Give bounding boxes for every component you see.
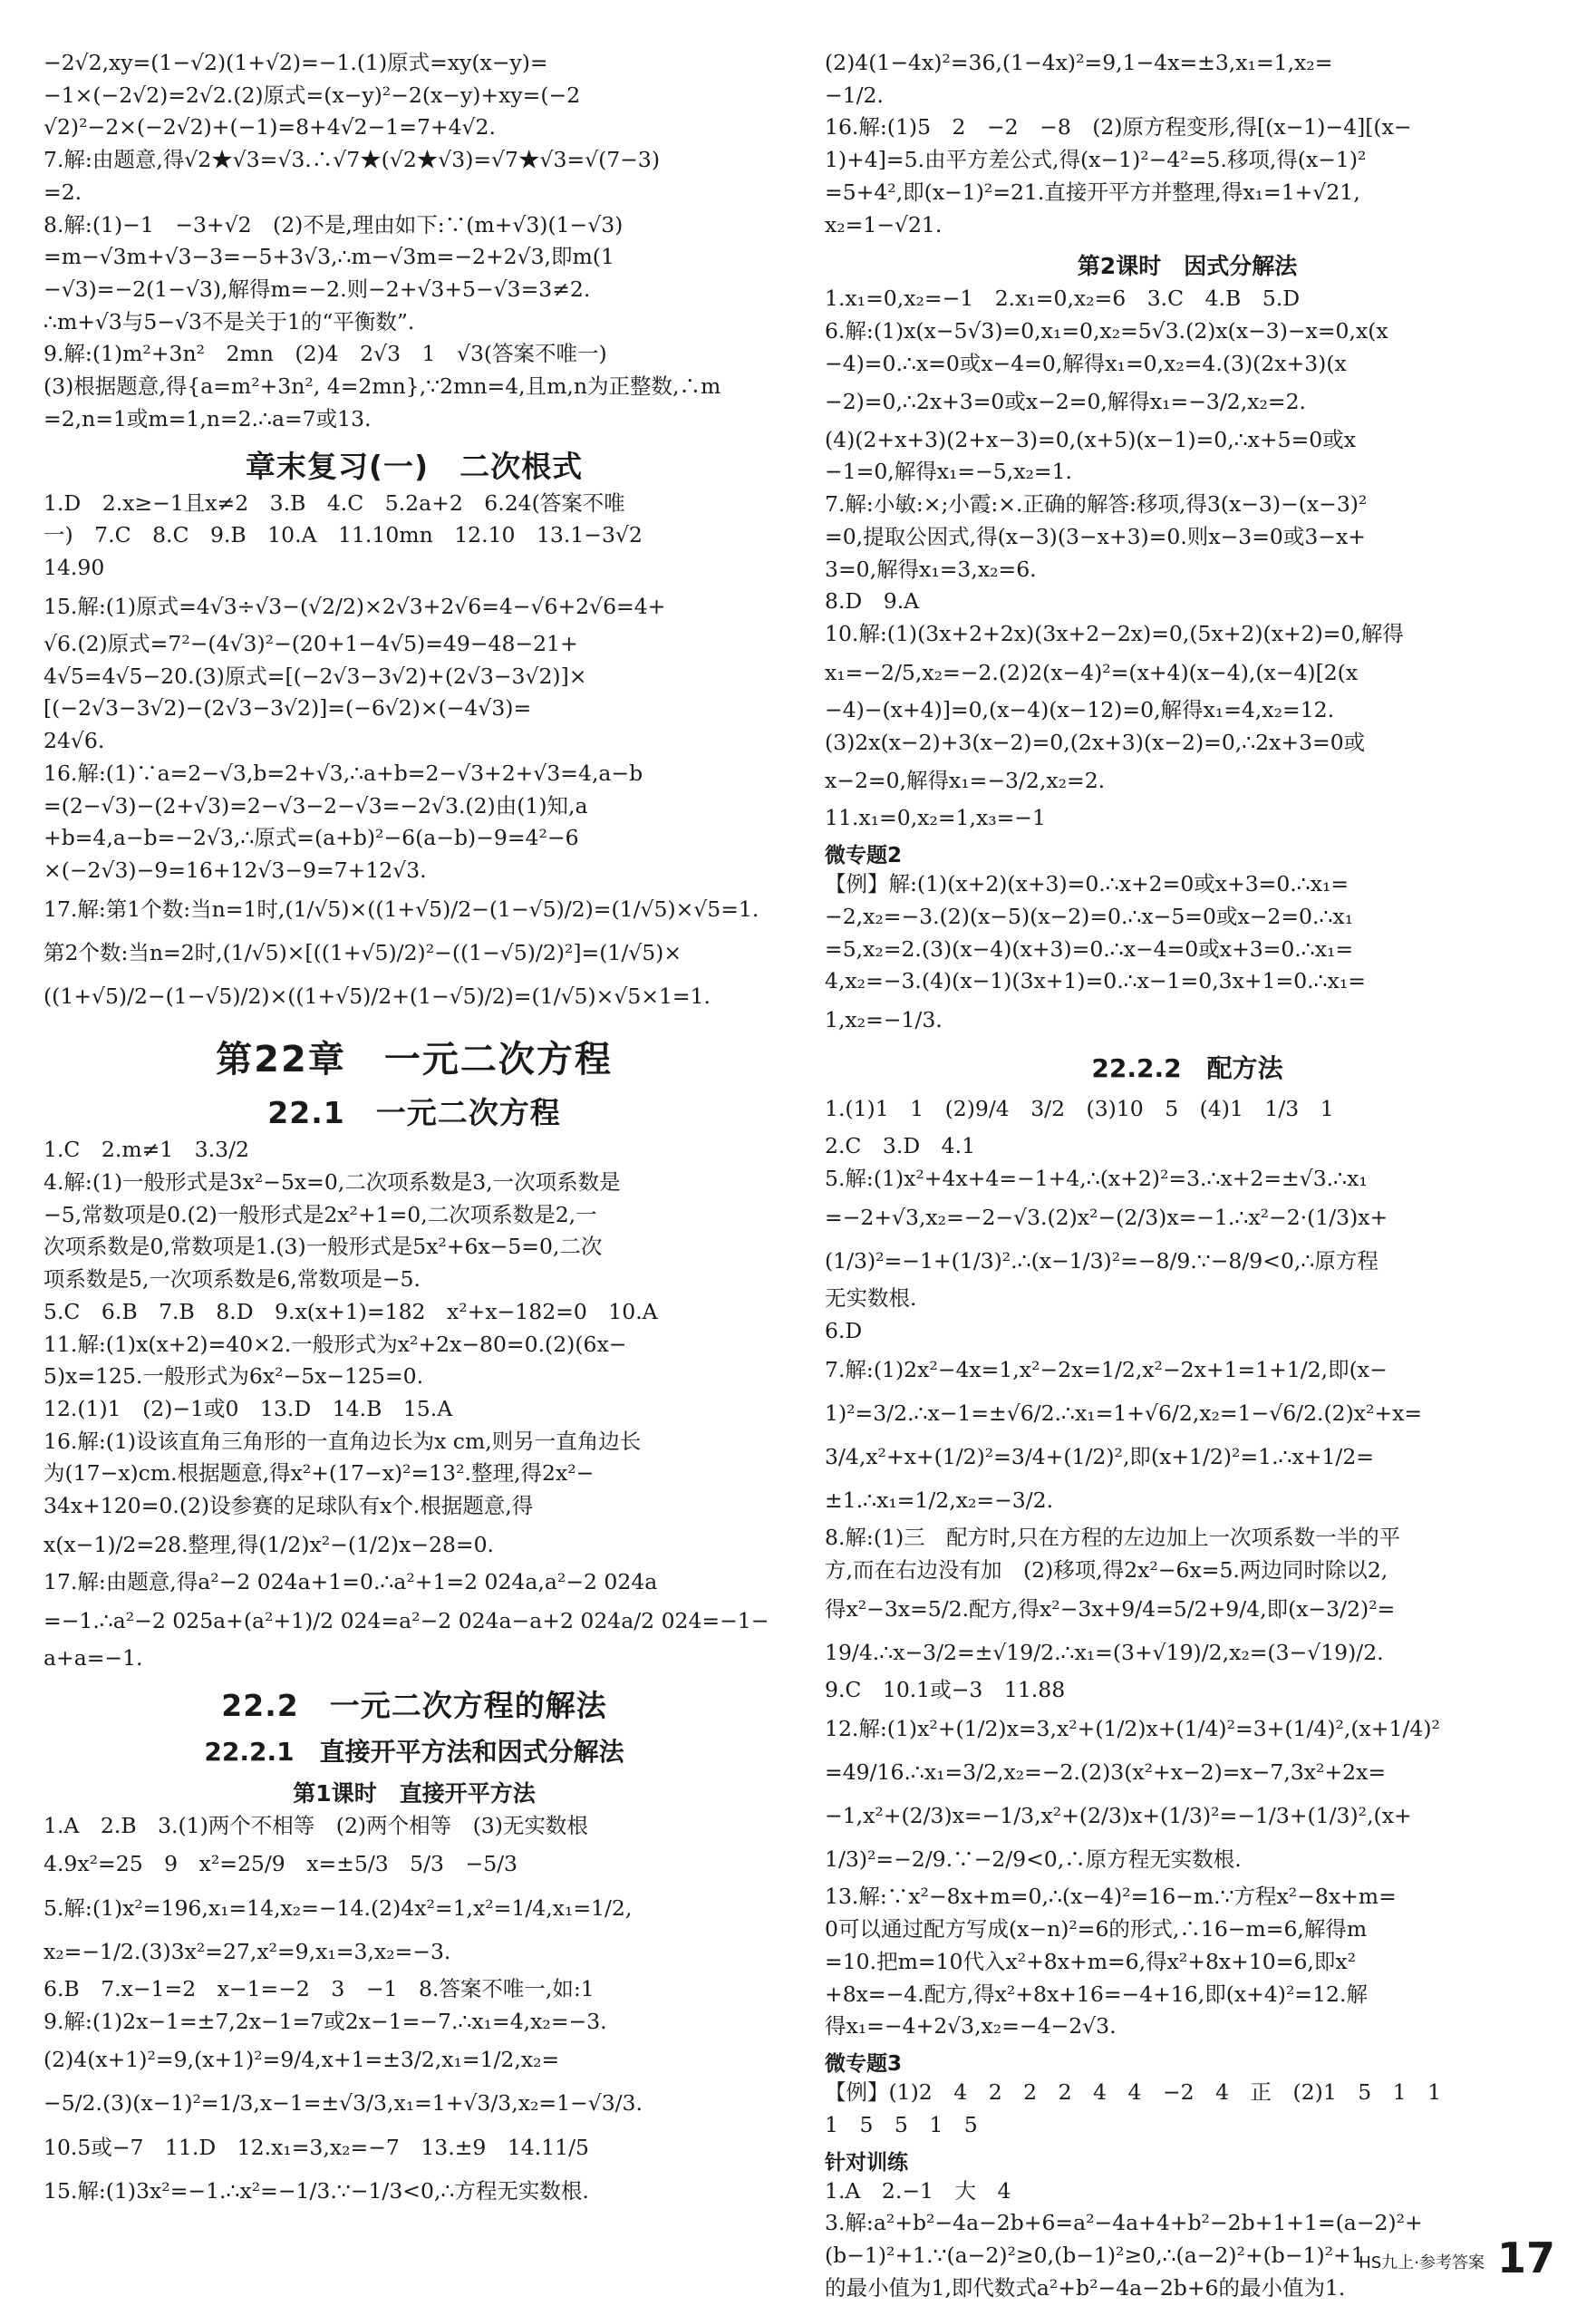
answer-line: (3)根据题意,得{a=m²+3n², 4=2mn},∵2mn=4,且m,n为正整数,∴m bbox=[44, 373, 721, 400]
answer-line: 4.解:(1)一般形式是3x²−5x=0,二次项系数是3,一次项系数是 bbox=[44, 1168, 621, 1195]
answer-line: 7.解:由题意,得√2★√3=√3.∴√7★(√2★√3)=√7★√3=√(7−3) bbox=[44, 147, 660, 173]
answer-line: 2.C 3.D 4.1 bbox=[825, 1133, 976, 1159]
answer-line: a+a=−1. bbox=[44, 1644, 143, 1671]
answer-line: 17.解:由题意,得a²−2 024a+1=0.∴a²+1=2 024a,a²−2 024a bbox=[44, 1569, 658, 1595]
answer-line: 12.(1)1 (2)−1或0 13.D 14.B 15.A bbox=[44, 1395, 453, 1421]
section-title: 章末复习(一) 二次根式 bbox=[245, 448, 584, 484]
answer-line: 10.5或−7 11.D 12.x₁=3,x₂=−7 13.±9 14.11/5 bbox=[44, 2134, 590, 2160]
answer-line: 为(17−x)cm.根据题意,得x²+(17−x)²=13².整理,得2x²− bbox=[44, 1460, 595, 1487]
answer-line: =−2+√3,x₂=−2−√3.(2)x²−(2/3)x=−1.∴x²−2·(1/3)x+ bbox=[825, 1204, 1388, 1230]
answer-line: −2√2,xy=(1−√2)(1+√2)=−1.(1)原式=xy(x−y)= bbox=[44, 50, 548, 75]
answer-line: 1,x₂=−1/3. bbox=[825, 1007, 943, 1033]
answer-line: x₂=1−√21. bbox=[825, 211, 943, 237]
topic-label: 针对训练 bbox=[825, 2150, 908, 2175]
answer-line: =5+4²,即(x−1)²=21.直接开平方并整理,得x₁=1+√21, bbox=[825, 179, 1360, 205]
answer-line: 第2个数:当n=2时,(1/√5)×[((1+√5)/2)²−((1−√5)/2)²]=(1/√5)× bbox=[44, 939, 682, 965]
footer-label: HS九上·参考答案 bbox=[1359, 2253, 1485, 2272]
answer-line: +8x=−4.配方,得x²+8x+16=−4+16,即(x+4)²=12.解 bbox=[825, 1981, 1368, 2007]
section-title: 22.2 一元二次方程的解法 bbox=[221, 1687, 607, 1723]
answer-line: 15.解:(1)原式=4√3÷√3−(√2/2)×2√3+2√6=4−√6+2√6=4+ bbox=[44, 593, 666, 619]
topic-label: 微专题3 bbox=[825, 2052, 903, 2077]
answer-line: 11.解:(1)x(x+2)=40×2.一般形式为x²+2x−80=0.(2)(6x− bbox=[44, 1331, 627, 1357]
answer-line: 4.9x²=25 9 x²=25/9 x=±5/3 5/3 −5/3 bbox=[44, 1851, 518, 1877]
answer-line: 3/4,x²+x+(1/2)²=3/4+(1/2)²,即(x+1/2)²=1.∴x+1/2= bbox=[825, 1443, 1374, 1469]
answer-line: 5.解:(1)x²+4x+4=−1+4,∴(x+2)²=3.∴x+2=±√3.∴x₁ bbox=[825, 1166, 1368, 1192]
answer-line: 24√6. bbox=[44, 728, 105, 754]
answer-line: 7.解:(1)2x²−4x=1,x²−2x=1/2,x²−2x+1=1+1/2,即(x− bbox=[825, 1356, 1388, 1382]
answer-line: 无实数根. bbox=[825, 1285, 917, 1312]
answer-line: 4√5=4√5−20.(3)原式=[(−2√3−3√2)+(2√3−3√2)]× bbox=[44, 663, 587, 689]
answer-line: −2,x₂=−3.(2)(x−5)(x−2)=0.∴x−5=0或x−2=0.∴x₁ bbox=[825, 903, 1354, 929]
answer-line: 9.解:(1)m²+3n² 2mn (2)4 2√3 1 √3(答案不唯一) bbox=[44, 341, 607, 367]
answer-line: 1.A 2.B 3.(1)两个不相等 (2)两个相等 (3)无实数根 bbox=[44, 1812, 588, 1838]
answer-line: −5/2.(3)(x−1)²=1/3,x−1=±√3/3,x₁=1+√3/3,x₂=1−√3/3. bbox=[44, 2090, 643, 2117]
answer-line: 3=0,解得x₁=3,x₂=6. bbox=[825, 556, 1037, 582]
answer-line: ±1.∴x₁=1/2,x₂=−3/2. bbox=[825, 1487, 1054, 1514]
answer-line: =2. bbox=[44, 179, 82, 205]
answer-line: (4)(2+x+3)(2+x−3)=0,(x+5)(x−1)=0,∴x+5=0或x bbox=[825, 426, 1356, 452]
answer-line: 17.解:第1个数:当n=1时,(1/√5)×((1+√5)/2−(1−√5)/2)=(1/√5)×√5=1. bbox=[44, 896, 759, 922]
answer-line: =49/16.∴x₁=3/2,x₂=−2.(2)3(x²+x−2)=x−7,3x²+2x= bbox=[825, 1759, 1387, 1785]
topic-label: 微专题2 bbox=[825, 844, 903, 868]
answer-line: 10.解:(1)(3x+2+2x)(3x+2−2x)=0,(5x+2)(x+2)=0,解得 bbox=[825, 620, 1404, 646]
lesson-title: 第1课时 直接开平方法 bbox=[293, 1779, 536, 1807]
answer-line: 11.x₁=0,x₂=1,x₃=−1 bbox=[825, 805, 1046, 831]
answer-line: 得x²−3x=5/2.配方,得x²−3x+9/4=5/2+9/4,即(x−3/2)²= bbox=[825, 1595, 1396, 1622]
answer-line: 项系数是5,一次项系数是6,常数项是−5. bbox=[44, 1266, 421, 1293]
answer-line: 5.解:(1)x²=196,x₁=14,x₂=−14.(2)4x²=1,x²=1/4,x₁=1/2, bbox=[44, 1894, 633, 1921]
subsection-title: 22.2.1 直接开平方法和因式分解法 bbox=[204, 1736, 624, 1767]
answer-line: 5)x=125.一般形式为6x²−5x−125=0. bbox=[44, 1363, 424, 1390]
answer-line: −1×(−2√2)=2√2.(2)原式=(x−y)²−2(x−y)+xy=(−2 bbox=[44, 82, 581, 108]
answer-line: 34x+120=0.(2)设参赛的足球队有x个.根据题意,得 bbox=[44, 1493, 534, 1519]
answer-line: 13.解:∵x²−8x+m=0,∴(x−4)²=16−m.∵方程x²−8x+m= bbox=[825, 1884, 1397, 1910]
answer-line: 方,而在右边没有加 (2)移项,得2x²−6x=5.两边同时除以2, bbox=[825, 1557, 1388, 1584]
answer-line: 【例】(1)2 4 2 2 2 4 4 −2 4 正 (2)1 5 1 1 bbox=[825, 2079, 1442, 2106]
answer-line: 12.解:(1)x²+(1/2)x=3,x²+(1/2)x+(1/4)²=3+(1/4)²,(x+1/4)² bbox=[825, 1715, 1440, 1741]
answer-line: 1)+4]=5.由平方差公式,得(x−1)²−4²=5.移项,得(x−1)² bbox=[825, 147, 1367, 173]
answer-line: 1 5 5 1 5 bbox=[825, 2111, 978, 2137]
answer-line: x₂=−1/2.(3)3x²=27,x²=9,x₁=3,x₂=−3. bbox=[44, 1938, 451, 1964]
answer-line: (b−1)²+1.∵(a−2)²≥0,(b−1)²≥0,∴(a−2)²+(b−1)²+1 bbox=[825, 2242, 1365, 2268]
answer-line: −1=0,解得x₁=−5,x₂=1. bbox=[825, 459, 1073, 485]
answer-line: =(2−√3)−(2+√3)=2−√3−2−√3=−2√3.(2)由(1)知,a bbox=[44, 792, 588, 819]
answer-line: +b=4,a−b=−2√3,∴原式=(a+b)²−6(a−b)−9=4²−6 bbox=[44, 825, 579, 851]
answer-line: 4,x₂=−3.(4)(x−1)(3x+1)=0.∴x−1=0,3x+1=0.∴x₁= bbox=[825, 968, 1366, 994]
answer-line: √6.(2)原式=7²−(4√3)²−(20+1−4√5)=49−48−21+ bbox=[44, 630, 578, 656]
answer-line: 9.C 10.1或−3 11.88 bbox=[825, 1677, 1066, 1703]
answer-line: −√3)=−2(1−√3),解得m=−2.则−2+√3+5−√3=3≠2. bbox=[44, 276, 591, 303]
answer-line: ×(−2√3)−9=16+12√3−9=7+12√3. bbox=[44, 857, 427, 883]
answer-line: 一) 7.C 8.C 9.B 10.A 11.10mn 12.10 13.1−3√2 bbox=[44, 522, 643, 548]
answer-line: 5.C 6.B 7.B 8.D 9.x(x+1)=182 x²+x−182=0 10.A bbox=[44, 1298, 658, 1324]
answer-line: (2)4(x+1)²=9,(x+1)²=9/4,x+1=±3/2,x₁=1/2,x₂= bbox=[44, 2047, 560, 2073]
answer-line: 16.解:(1)∵a=2−√3,b=2+√3,∴a+b=2−√3+2+√3=4,a−b bbox=[44, 760, 643, 786]
answer-line: =0,提取公因式,得(x−3)(3−x+3)=0.则x−3=0或3−x+ bbox=[825, 523, 1366, 549]
answer-line: 19/4.∴x−3/2=±√19/2.∴x₁=(3+√19)/2,x₂=(3−√19)/2. bbox=[825, 1639, 1384, 1665]
answer-line: 1/3)²=−2/9.∵−2/9<0,∴原方程无实数根. bbox=[825, 1846, 1242, 1873]
answer-line: 6.B 7.x−1=2 x−1=−2 3 −1 8.答案不唯一,如:1 bbox=[44, 1975, 595, 2001]
answer-line: [(−2√3−3√2)−(2√3−3√2)]=(−6√2)×(−4√3)= bbox=[44, 695, 532, 722]
answer-line: 8.解:(1)三 配方时,只在方程的左边加上一次项系数一半的平 bbox=[825, 1525, 1401, 1551]
answer-line: −1/2. bbox=[825, 82, 884, 108]
subsection-title: 22.2.2 配方法 bbox=[1091, 1053, 1283, 1084]
answer-line: 得x₁=−4+2√3,x₂=−4−2√3. bbox=[825, 2013, 1117, 2040]
answer-line: 1.(1)1 1 (2)9/4 3/2 (3)10 5 (4)1 1/3 1 bbox=[825, 1096, 1334, 1122]
answer-line: x(x−1)/2=28.整理,得(1/2)x²−(1/2)x−28=0. bbox=[44, 1531, 495, 1557]
answer-line: 次项系数是0,常数项是1.(3)一般形式是5x²+6x−5=0,二次 bbox=[44, 1234, 603, 1260]
answer-line: 1)²=3/2.∴x−1=±√6/2.∴x₁=1+√6/2,x₂=1−√6/2.(2)x²+x= bbox=[825, 1400, 1423, 1426]
answer-line: 7.解:小敏:×;小霞:×.正确的解答:移项,得3(x−3)−(x−3)² bbox=[825, 491, 1368, 518]
page-number: 17 bbox=[1496, 2233, 1555, 2282]
answer-line: =10.把m=10代入x²+8x+m=6,得x²+8x+10=6,即x² bbox=[825, 1948, 1357, 1974]
answer-line: =2,n=1或m=1,n=2.∴a=7或13. bbox=[44, 405, 372, 431]
lesson-title: 第2课时 因式分解法 bbox=[1077, 253, 1298, 280]
answer-line: ∴m+√3与5−√3不是关于1的“平衡数”. bbox=[44, 308, 415, 334]
answer-line: 的最小值为1,即代数式a²+b²−4a−2b+6的最小值为1. bbox=[825, 2274, 1346, 2301]
answer-line: 15.解:(1)3x²=−1.∴x²=−1/3.∵−1/3<0,∴方程无实数根. bbox=[44, 2177, 589, 2204]
answer-line: 9.解:(1)2x−1=±7,2x−1=7或2x−1=−7.∴x₁=4,x₂=−3. bbox=[44, 2008, 607, 2034]
answer-line: 16.解:(1)5 2 −2 −8 (2)原方程变形,得[(x−1)−4][(x− bbox=[825, 114, 1412, 140]
answer-line: x₁=−2/5,x₂=−2.(2)2(x−4)²=(x+4)(x−4),(x−4)[2(x bbox=[825, 659, 1359, 685]
answer-line: 1.x₁=0,x₂=−1 2.x₁=0,x₂=6 3.C 4.B 5.D bbox=[825, 286, 1301, 312]
answer-line: x−2=0,解得x₁=−3/2,x₂=2. bbox=[825, 768, 1106, 794]
page-footer bbox=[1359, 2233, 1555, 2282]
answer-line: −1,x²+(2/3)x=−1/3,x²+(2/3)x+(1/3)²=−1/3+(1/3)²,(x+ bbox=[825, 1803, 1412, 1829]
answer-line: 1.A 2.−1 大 4 bbox=[825, 2177, 1011, 2204]
answer-line: (2)4(1−4x)²=36,(1−4x)²=9,1−4x=±3,x₁=1,x₂= bbox=[825, 50, 1333, 75]
answer-line: 6.D bbox=[825, 1317, 863, 1343]
answer-line: (1/3)²=−1+(1/3)².∴(x−1/3)²=−8/9.∵−8/9<0,∴原方程 bbox=[825, 1248, 1378, 1274]
answer-line: =−1.∴a²−2 025a+(a²+1)/2 024=a²−2 024a−a+2 024a/2 024=−1− bbox=[44, 1607, 769, 1633]
answer-line: 6.解:(1)x(x−5√3)=0,x₁=0,x₂=5√3.(2)x(x−3)−x=0,x(x bbox=[825, 318, 1388, 344]
left-column bbox=[44, 47, 785, 2213]
answer-line: =5,x₂=2.(3)(x−4)(x+3)=0.∴x−4=0或x+3=0.∴x₁= bbox=[825, 935, 1354, 962]
chapter-title: 第22章 一元二次方程 bbox=[216, 1039, 613, 1081]
answer-line: 1.D 2.x≥−1且x≠2 3.B 4.C 5.2a+2 6.24(答案不唯 bbox=[44, 489, 625, 516]
answer-line: (3)2x(x−2)+3(x−2)=0,(2x+3)(x−2)=0,∴2x+3=0或 bbox=[825, 729, 1366, 755]
answer-line: −4)−(x+4)]=0,(x−4)(x−12)=0,解得x₁=4,x₂=12. bbox=[825, 696, 1335, 722]
answer-line: ((1+√5)/2−(1−√5)/2)×((1+√5)/2+(1−√5)/2)=(1/√5)×√5×1=1. bbox=[44, 983, 711, 1010]
answer-line: 8.D 9.A bbox=[825, 588, 920, 615]
answer-line: −2)=0,∴2x+3=0或x−2=0,解得x₁=−3/2,x₂=2. bbox=[825, 389, 1306, 415]
answer-line: 3.解:a²+b²−4a−2b+6=a²−4a+4+b²−2b+1+1=(a−2)²+ bbox=[825, 2210, 1423, 2236]
answer-line: 【例】解:(1)(x+2)(x+3)=0.∴x+2=0或x+3=0.∴x₁= bbox=[825, 871, 1349, 897]
answer-line: −4)=0.∴x=0或x−4=0,解得x₁=0,x₂=4.(3)(2x+3)(x bbox=[825, 350, 1347, 376]
right-column bbox=[825, 47, 1550, 2304]
answer-line: =m−√3m+√3−3=−5+3√3,∴m−√3m=−2+2√3,即m(1 bbox=[44, 244, 614, 270]
section-title: 22.1 一元二次方程 bbox=[267, 1095, 561, 1131]
answer-line: 16.解:(1)设该直角三角形的一直角边长为x cm,则另一直角边长 bbox=[44, 1428, 642, 1454]
answer-line: √2)²−2×(−2√2)+(−1)=8+4√2−1=7+4√2. bbox=[44, 114, 496, 140]
answer-line: 8.解:(1)−1 −3+√2 (2)不是,理由如下:∵(m+√3)(1−√3) bbox=[44, 211, 624, 237]
answer-line: −5,常数项是0.(2)一般形式是2x²+1=0,二次项系数是2,一 bbox=[44, 1201, 597, 1227]
answer-line: 14.90 bbox=[44, 555, 105, 581]
answer-line: 1.C 2.m≠1 3.3/2 bbox=[44, 1137, 249, 1163]
answer-line: 0可以通过配方写成(x−n)²=6的形式,∴16−m=6,解得m bbox=[825, 1916, 1368, 1943]
